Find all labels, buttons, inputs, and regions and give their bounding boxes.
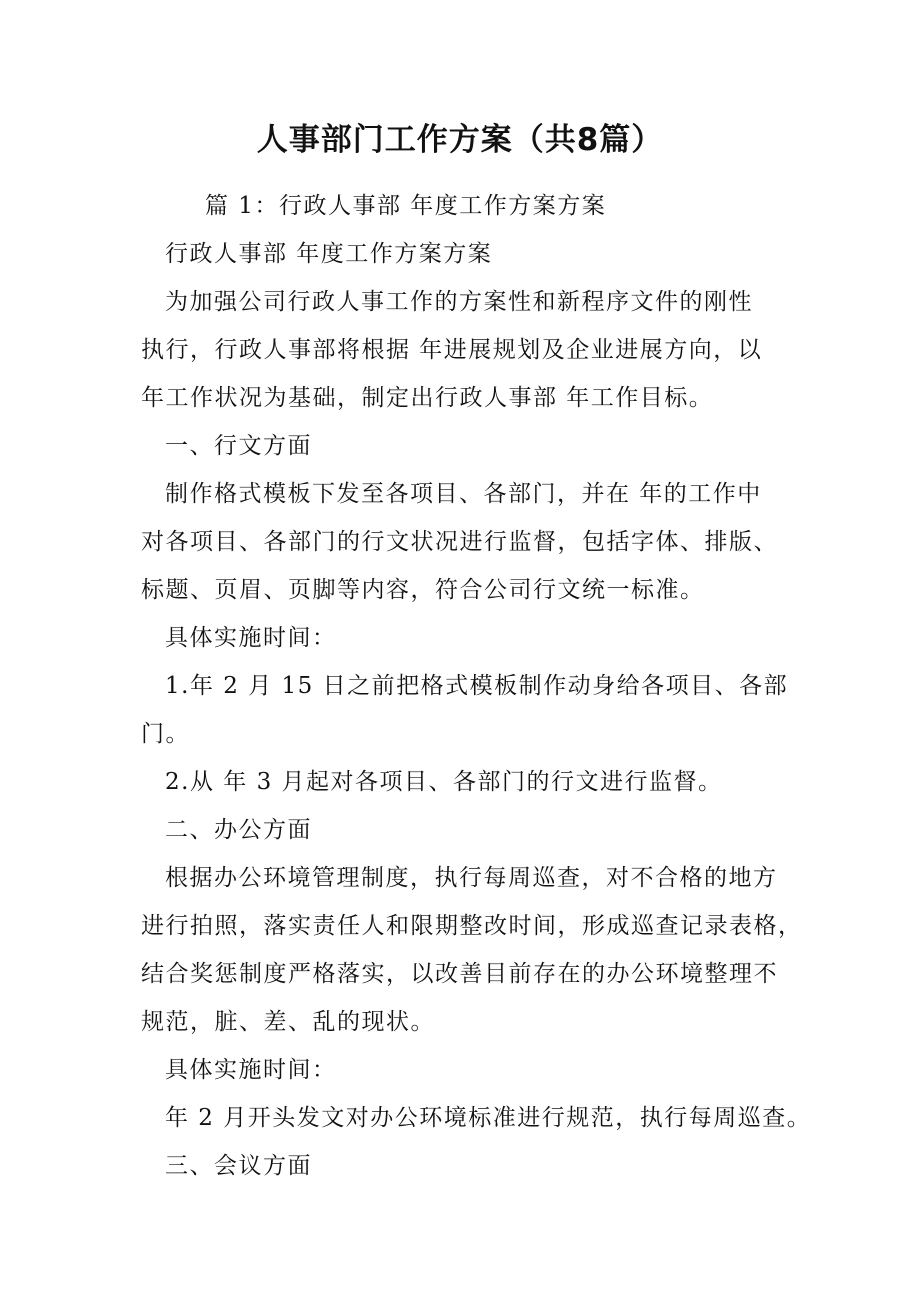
section-heading: 一、行文方面 xyxy=(165,433,312,459)
paragraph-line: 对各项目、各部门的行文状况进行监督，包括字体、排版、 xyxy=(141,529,778,555)
paragraph-line: 年 2 月开头发文对办公环境标准进行规范，执行每周巡查。 xyxy=(165,1105,812,1131)
list-item: 2.从 年 3 月起对各项目、各部门的行文进行监督。 xyxy=(165,769,723,795)
section-heading-piece-1: 篇 1：行政人事部 年度工作方案方案 xyxy=(205,193,607,219)
section-heading: 三、会议方面 xyxy=(165,1153,312,1179)
paragraph-line: 规范，脏、差、乱的现状。 xyxy=(141,1009,435,1035)
subheading: 具体实施时间： xyxy=(165,1057,337,1083)
paragraph-line: 行政人事部 年度工作方案方案 xyxy=(165,241,493,267)
paragraph-line: 执行，行政人事部将根据 年进展规划及企业进展方向，以 xyxy=(141,337,763,363)
paragraph-line: 年工作状况为基础，制定出行政人事部 年工作目标。 xyxy=(141,385,714,411)
section-heading: 二、办公方面 xyxy=(165,817,312,843)
list-item: 1.年 2 月 15 日之前把格式模板制作动身给各项目、各部 xyxy=(165,673,789,699)
paragraph-line: 制作格式模板下发至各项目、各部门，并在 年的工作中 xyxy=(165,481,762,507)
paragraph-line: 标题、页眉、页脚等内容，符合公司行文统一标准。 xyxy=(141,577,705,603)
paragraph-line: 结合奖惩制度严格落实，以改善目前存在的办公环境整理不 xyxy=(141,961,778,987)
document-title: 人事部门工作方案（共8篇） xyxy=(256,122,664,158)
paragraph-line: 根据办公环境管理制度，执行每周巡查，对不合格的地方 xyxy=(165,865,778,891)
subheading: 具体实施时间： xyxy=(165,625,337,651)
paragraph-line: 进行拍照，落实责任人和限期整改时间，形成巡查记录表格， xyxy=(141,913,803,939)
paragraph-line: 为加强公司行政人事工作的方案性和新程序文件的刚性 xyxy=(165,289,753,315)
list-item-continuation: 门。 xyxy=(141,721,190,747)
